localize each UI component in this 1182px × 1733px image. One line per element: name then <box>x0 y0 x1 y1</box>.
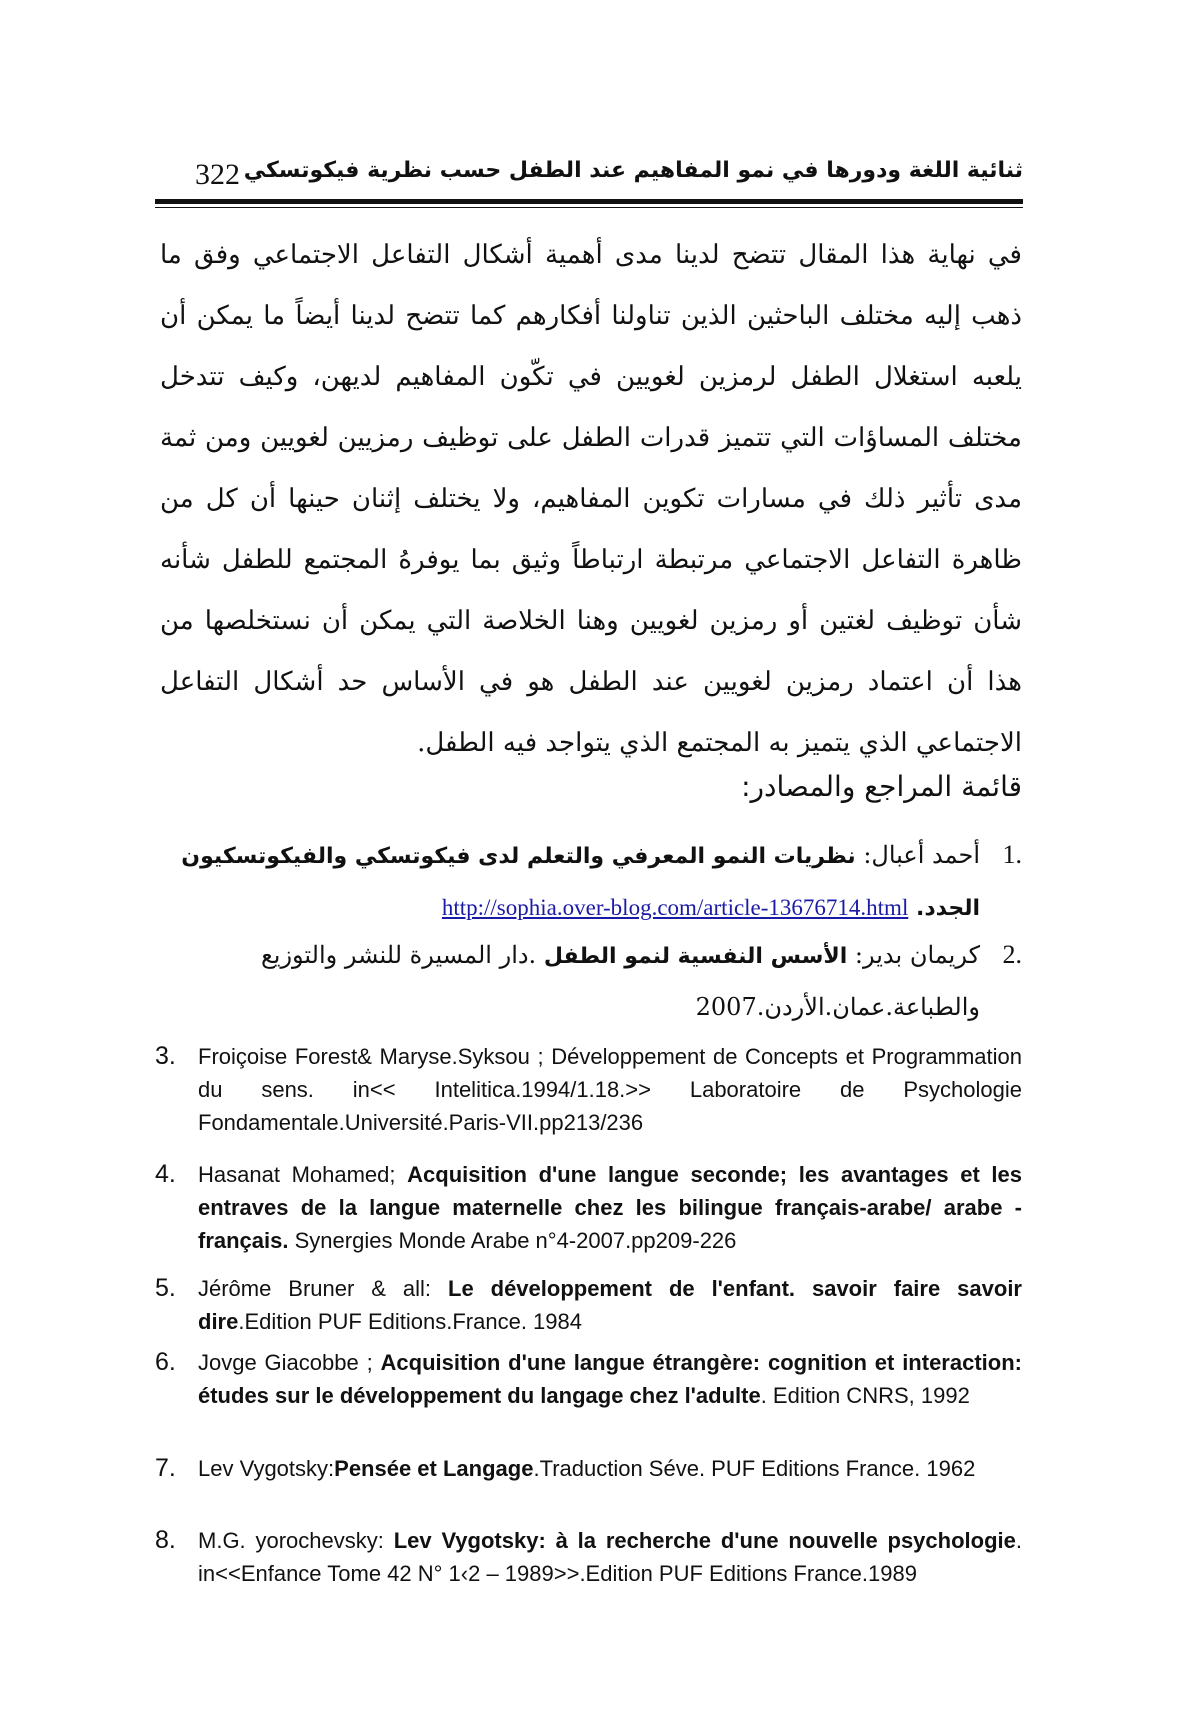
reference-details: Synergies Monde Arabe n°4-2007.pp209-226 <box>288 1228 737 1253</box>
reference-number: 4. <box>155 1160 176 1188</box>
reference-item <box>155 1346 1022 1412</box>
reference-author: Jovge Giacobbe ; <box>198 1350 381 1375</box>
reference-item <box>155 1524 1022 1590</box>
reference-author: كريمان بدير: <box>854 941 980 969</box>
reference-title: Acquisition d'une langue étrangère: cognition et interaction: études sur le développement du langage chez l'adulte <box>198 1350 1022 1408</box>
reference-title: نظريات النمو المعرفي والتعلم لدى فيكوتسكي والفيكوتسكيون الجدد. <box>181 844 980 921</box>
header-rule-thick <box>155 199 1023 204</box>
page-number: 322 <box>195 158 240 191</box>
reference-author: Jérôme Bruner & all: <box>198 1276 448 1301</box>
reference-title: الأسس النفسية لنمو الطفل <box>543 944 848 969</box>
conclusion-paragraph: في نهاية هذا المقال تتضح لدينا مدى أهمية أشكال التفاعل الاجتماعي وفق ما ذهب إليه مختلف الباحثين الذين تناولنا أفكارهم كما تتضح لدينا أيضاً ما يمكن أن يلعبه استغلال الطفل لرمزين لغويين في تكّون المفاهيم لديهن، وكيف تتدخل مختلف المساؤات التي تتميز قدرات الطفل على توظيف رمزيين لغويين ومن ثمة مدى تأثير ذلك في مسارات تكوين المفاهيم، ولا يختلف إثنان حينها أن كل من ظاهرة التفاعل الاجتماعي مرتبطة ارتباطاً وثيق بما يوفرهُ المجتمع للطفل شأنه شأن توظيف لغتين أو رمزين لغويين وهنا الخلاصة التي يمكن أن نستخلصها من هذا أن اعتماد رمزين لغويين عند الطفل هو في الأساس حد أشكال التفاعل الاجتماعي الذي يتميز به المجتمع الذي يتواجد فيه الطفل. <box>160 240 1022 758</box>
reference-item <box>160 930 1022 1032</box>
reference-title: Lev Vygotsky: à la recherche d'une nouvelle psychologie <box>393 1528 1016 1553</box>
reference-author: Froiçoise Forest& Maryse.Syksou ; <box>198 1044 552 1069</box>
reference-title: Pensée et Langage <box>334 1456 534 1481</box>
running-title: ثنائية اللغة ودورها في نمو المفاهيم عند الطفل حسب نظرية فيكوتسكي <box>243 158 1023 183</box>
reference-title: Acquisition d'une langue seconde; les avantages et les entraves de la langue maternelle chez les bilingue français-arabe/ arabe -français. <box>198 1162 1022 1253</box>
reference-details: .Edition PUF Editions.France. 1984 <box>238 1309 582 1334</box>
reference-number: 2. <box>1002 940 1022 969</box>
references-heading: قائمة المراجع والمصادر: <box>741 770 1022 803</box>
reference-details: . in<<Enfance Tome 42 N° 1‹2 – 1989>>.Edition PUF Editions France.1989 <box>198 1528 1022 1586</box>
reference-title: Le développement de l'enfant. savoir faire savoir dire <box>198 1276 1022 1334</box>
reference-author: Lev Vygotsky: <box>198 1456 335 1481</box>
reference-details: Développement de Concepts et Programmation du sens. in<< Intelitica.1994/1.18.>> Laboratoire de Psychologie Fondamentale.Université.Paris-VII.pp213/236 <box>198 1044 1022 1135</box>
reference-details: . Edition CNRS, 1992 <box>760 1383 970 1408</box>
reference-item <box>155 1158 1022 1257</box>
reference-author: Hasanat Mohamed; <box>198 1162 408 1187</box>
reference-link[interactable]: http://sophia.over-blog.com/article-13676714.html <box>441 895 909 920</box>
reference-item <box>155 1040 1022 1139</box>
reference-publisher: .دار المسيرة للنشر والتوزيع والطباعة.عمان.الأردن.2007 <box>260 941 980 1021</box>
reference-details: .Traduction Séve. PUF Editions France. 1962 <box>533 1456 976 1481</box>
reference-number: 8. <box>155 1526 176 1554</box>
header-rule-thin <box>155 207 1023 208</box>
reference-number: 7. <box>155 1454 176 1482</box>
reference-author: M.G. yorochevsky: <box>198 1528 394 1553</box>
reference-number: 5. <box>155 1274 176 1302</box>
reference-item <box>155 1272 1022 1338</box>
reference-item <box>155 1452 1022 1485</box>
reference-number: 1. <box>1002 840 1022 869</box>
reference-author: أحمد أعبال: <box>863 841 980 869</box>
reference-item <box>160 830 1022 934</box>
page-header <box>155 150 1023 206</box>
reference-number: 3. <box>155 1042 176 1070</box>
reference-number: 6. <box>155 1348 176 1376</box>
